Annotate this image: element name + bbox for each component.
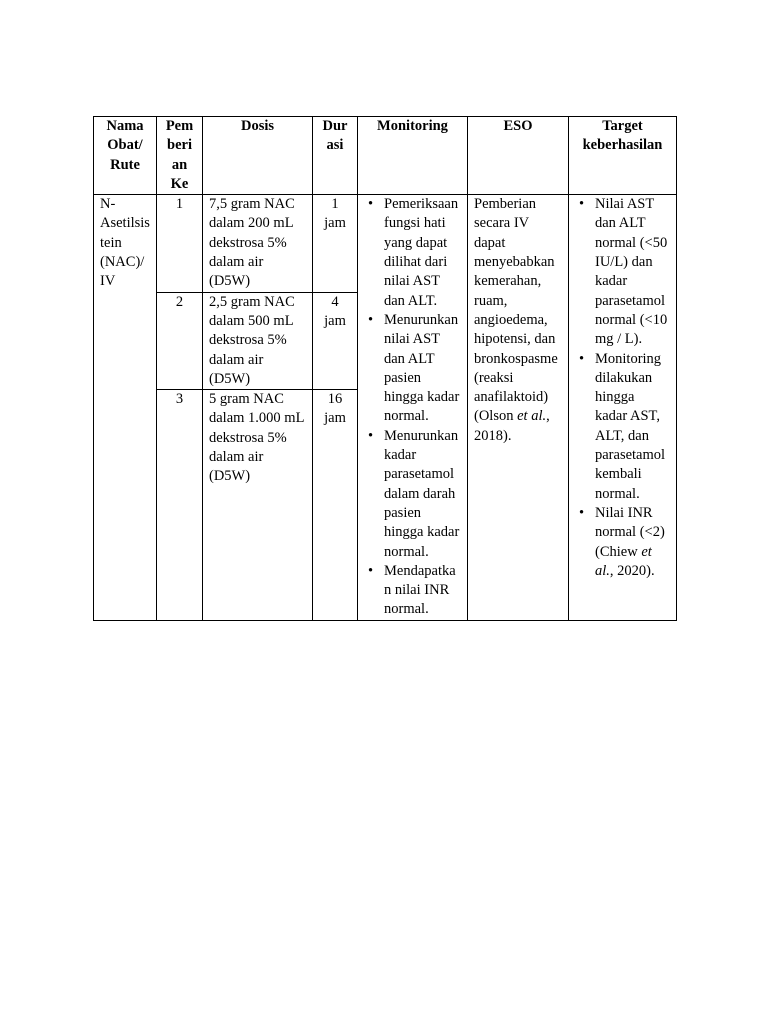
- bullet-icon: •: [368, 427, 374, 444]
- list-item: • Menurunkan kadar parasetamol dalam darah pasien hingga kadar normal.: [368, 427, 460, 560]
- list-item: • Pemeriksaan fungsi hati yang dapat dilihat dari nilai AST dan ALT.: [368, 196, 459, 309]
- header-pemberian-ke: Pem beri an Ke: [157, 117, 203, 195]
- durasi-cell: 4 jam: [313, 292, 358, 389]
- drug-name: N-Asetilsistein (NAC)/ IV: [100, 196, 150, 290]
- header-monitoring: Monitoring: [358, 117, 468, 195]
- list-item: • Menurunkan nilai AST dan ALT pasien hingga kadar normal.: [368, 311, 460, 425]
- header-durasi: Dur asi: [313, 117, 358, 195]
- header-target: Target keberhasilan: [569, 117, 677, 195]
- bullet-icon: •: [579, 504, 585, 521]
- drug-name-cell: [94, 195, 157, 621]
- eso-text: Pemberian secara IV dapat menyebabkan kemerahan, ruam, angioedema, hipotensi, dan bronkospasme (reaksi anafilaktoid) (Olson: [474, 196, 558, 425]
- dosis-cell: 2,5 gram NAC dalam 500 mL dekstrosa 5% dalam air (D5W): [203, 292, 313, 389]
- durasi-cell: 1 jam: [313, 195, 358, 292]
- bullet-icon: •: [368, 562, 374, 579]
- target-list: [575, 195, 670, 581]
- eso-citation-italic: et al.: [517, 408, 547, 425]
- eso-citation-tail: , 2018).: [474, 408, 550, 444]
- target-cell: [569, 195, 677, 621]
- bullet-icon: •: [579, 350, 585, 367]
- monitoring-list: [364, 195, 461, 620]
- dosis-cell: 5 gram NAC dalam 1.000 mL dekstrosa 5% dalam air (D5W): [203, 390, 313, 621]
- header-row: [94, 117, 677, 195]
- header-eso: ESO: [468, 117, 569, 195]
- list-item: • Nilai INR normal (<2) (Chiew et al., 2020).: [579, 504, 665, 579]
- header-nama-obat: Nama Obat/ Rute: [94, 117, 157, 195]
- bullet-icon: •: [579, 196, 585, 213]
- list-item: • Monitoring dilakukan hingga kadar AST, ALT, dan parasetamol kembali normal.: [579, 350, 666, 502]
- list-item: • Mendapatkan nilai INR normal.: [368, 562, 456, 618]
- header-dosis: Dosis: [203, 117, 313, 195]
- bullet-icon: •: [368, 311, 374, 328]
- table-row: [94, 195, 677, 292]
- list-item: • Nilai AST dan ALT normal (<50 IU/L) dan kadar parasetamol normal (<10 mg / L).: [579, 196, 668, 348]
- eso-cell: [468, 195, 569, 621]
- medication-table: [93, 116, 677, 621]
- bullet-icon: •: [368, 196, 374, 213]
- dosis-cell: 7,5 gram NAC dalam 200 mL dekstrosa 5% dalam air (D5W): [203, 195, 313, 292]
- pemberian-cell: 2: [157, 292, 203, 389]
- monitoring-cell: [358, 195, 468, 621]
- durasi-cell: 16 jam: [313, 390, 358, 621]
- pemberian-cell: 3: [157, 390, 203, 621]
- pemberian-cell: 1: [157, 195, 203, 292]
